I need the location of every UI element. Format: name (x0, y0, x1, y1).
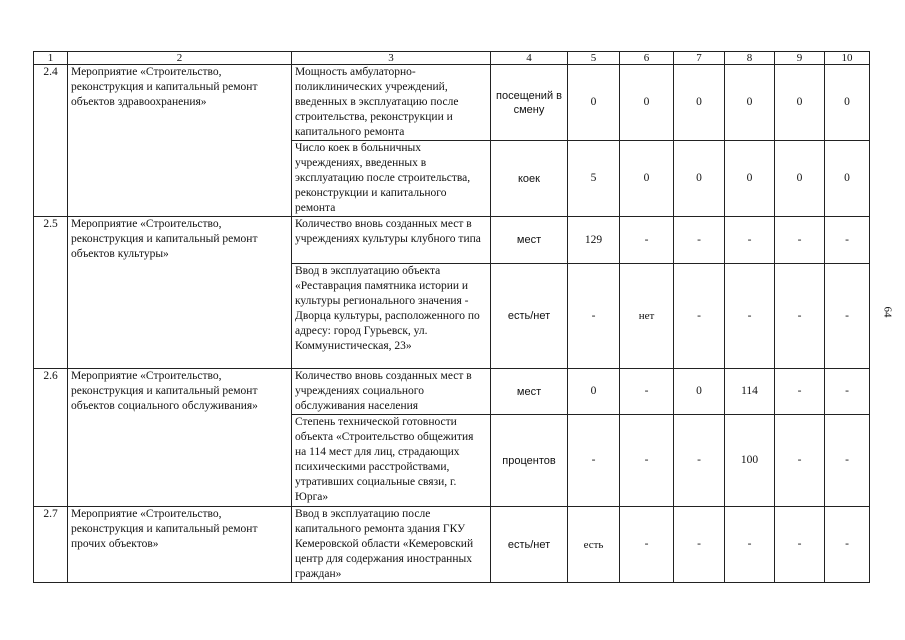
indicator-text: Количество вновь созданных мест в учреждениях культуры клубного типа (292, 217, 491, 264)
value-cell: - (775, 507, 825, 583)
page-number: 64 (881, 306, 894, 318)
indicator-text: Мощность амбулаторно-поликлинических учреждений, введенных в эксплуатацию после строительства, реконструкции и капитального ремонта (292, 65, 491, 141)
value-cell: - (725, 217, 775, 264)
column-number-row (34, 52, 870, 65)
table-row (34, 369, 870, 415)
value-cell: 0 (825, 141, 870, 217)
value-cell: 114 (725, 369, 775, 415)
indicator-text: Количество вновь созданных мест в учреждениях социального обслуживания населения (292, 369, 491, 415)
indicator-text: Степень технической готовности объекта «Строительство общежития на 114 мест для лиц, страдающих психическими расстройствами, утративших социальные связи, г. Юрга» (292, 415, 491, 507)
value-cell: 0 (775, 65, 825, 141)
unit-cell: есть/нет (491, 507, 568, 583)
value-cell: - (674, 217, 725, 264)
header-cell: 8 (725, 52, 775, 65)
value-cell: 0 (674, 369, 725, 415)
value-cell: - (674, 415, 725, 507)
unit-cell: процентов (491, 415, 568, 507)
unit-cell: есть/нет (491, 264, 568, 369)
value-cell: - (775, 369, 825, 415)
item-number: 2.7 (34, 507, 68, 583)
value-cell: 0 (674, 65, 725, 141)
value-cell: - (825, 369, 870, 415)
value-cell: - (775, 415, 825, 507)
value-cell: - (725, 507, 775, 583)
value-cell: 0 (725, 141, 775, 217)
value-cell: есть (568, 507, 620, 583)
value-cell: 0 (825, 65, 870, 141)
item-number: 2.6 (34, 369, 68, 507)
unit-cell: мест (491, 217, 568, 264)
value-cell: 0 (775, 141, 825, 217)
header-cell: 1 (34, 52, 68, 65)
value-cell: - (825, 217, 870, 264)
indicator-text: Число коек в больничных учреждениях, введенных в эксплуатацию после строительства, реконструкции и капитального ремонта (292, 141, 491, 217)
value-cell: - (674, 507, 725, 583)
measure-name: Мероприятие «Строительство, реконструкция и капитальный ремонт объектов социального обслуживания» (68, 369, 292, 507)
unit-cell: посещений в смену (491, 65, 568, 141)
header-cell: 7 (674, 52, 725, 65)
header-cell: 6 (620, 52, 674, 65)
item-number: 2.5 (34, 217, 68, 369)
value-cell: - (725, 264, 775, 369)
value-cell: 0 (725, 65, 775, 141)
unit-cell: мест (491, 369, 568, 415)
value-cell: - (620, 415, 674, 507)
header-cell: 4 (491, 52, 568, 65)
value-cell: 0 (568, 65, 620, 141)
indicator-text: Ввод в эксплуатацию после капитального ремонта здания ГКУ Кемеровской области «Кемеровский центр для содержания иностранных граждан» (292, 507, 491, 583)
value-cell: - (620, 507, 674, 583)
header-cell: 9 (775, 52, 825, 65)
table-row (34, 507, 870, 583)
value-cell: 129 (568, 217, 620, 264)
value-cell: - (775, 217, 825, 264)
value-cell: - (825, 415, 870, 507)
header-cell: 3 (292, 52, 491, 65)
value-cell: 0 (620, 65, 674, 141)
unit-cell: коек (491, 141, 568, 217)
indicators-table (33, 51, 870, 583)
item-number: 2.4 (34, 65, 68, 217)
value-cell: - (568, 264, 620, 369)
value-cell: - (620, 217, 674, 264)
value-cell: 100 (725, 415, 775, 507)
value-cell: - (775, 264, 825, 369)
value-cell: - (568, 415, 620, 507)
measure-name: Мероприятие «Строительство, реконструкция и капитальный ремонт прочих объектов» (68, 507, 292, 583)
indicator-text: Ввод в эксплуатацию объекта «Реставрация памятника истории и культуры регионального значения - Дворца культуры, расположенного по адресу: город Гурьевск, ул. Коммунистическая, 23» (292, 264, 491, 369)
header-cell: 2 (68, 52, 292, 65)
value-cell: 0 (620, 141, 674, 217)
table-row (34, 217, 870, 264)
value-cell: 0 (568, 369, 620, 415)
value-cell: 5 (568, 141, 620, 217)
measure-name: Мероприятие «Строительство, реконструкция и капитальный ремонт объектов здравоохранения» (68, 65, 292, 217)
value-cell: - (620, 369, 674, 415)
value-cell: - (674, 264, 725, 369)
value-cell: - (825, 264, 870, 369)
value-cell: нет (620, 264, 674, 369)
value-cell: - (825, 507, 870, 583)
header-cell: 10 (825, 52, 870, 65)
value-cell: 0 (674, 141, 725, 217)
table-row (34, 65, 870, 141)
measure-name: Мероприятие «Строительство, реконструкция и капитальный ремонт объектов культуры» (68, 217, 292, 369)
header-cell: 5 (568, 52, 620, 65)
